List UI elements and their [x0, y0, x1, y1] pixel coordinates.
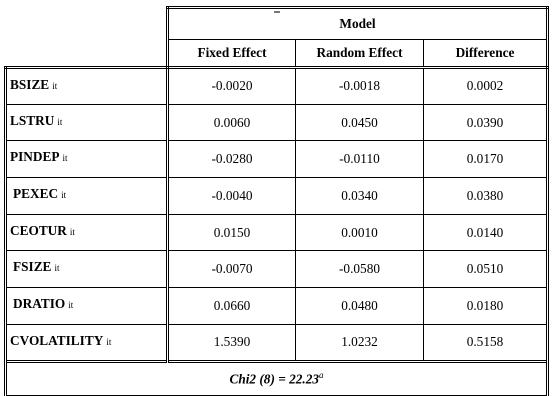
- row-label: [6, 251, 168, 288]
- hausman-test-table: [4, 6, 549, 396]
- fixed-effect-value: 0.0150: [168, 214, 296, 251]
- row-label: [6, 141, 168, 178]
- difference-value: 0.0002: [424, 68, 548, 105]
- table-row: [6, 178, 548, 215]
- fixed-effect-value: 0.0660: [168, 288, 296, 325]
- fixed-effect-value: -0.0040: [168, 178, 296, 215]
- fixed-effect-value: 0.0060: [168, 104, 296, 141]
- row-label: [6, 214, 168, 251]
- fixed-effect-value: -0.0070: [168, 251, 296, 288]
- column-header-difference: Difference: [424, 40, 548, 68]
- random-effect-value: -0.0580: [296, 251, 424, 288]
- difference-value: 0.0170: [424, 141, 548, 178]
- difference-value: 0.0510: [424, 251, 548, 288]
- row-label: [6, 68, 168, 105]
- variable-name: CVOLATILITY: [10, 332, 104, 348]
- random-effect-value: -0.0110: [296, 141, 424, 178]
- row-label: [6, 104, 168, 141]
- column-header-fixed-effect: Fixed Effect: [168, 40, 296, 68]
- variable-subscript: it: [57, 116, 63, 127]
- table-row: [6, 324, 548, 361]
- variable-subscript: it: [68, 300, 74, 311]
- chi-square-statistic: Chi2 (8) = 22.23: [229, 371, 320, 387]
- difference-value: 0.0380: [424, 178, 548, 215]
- variable-name: BSIZE: [10, 77, 50, 92]
- variable-subscript: it: [54, 263, 60, 274]
- footnote-marker: a: [319, 369, 324, 380]
- empty-corner-cell: [6, 8, 168, 40]
- model-group-header: Model: [168, 8, 548, 40]
- fixed-effect-value: -0.0280: [168, 141, 296, 178]
- table-row: [6, 288, 548, 325]
- fixed-effect-value: -0.0020: [168, 68, 296, 105]
- row-label: [6, 288, 168, 325]
- variable-subscript: it: [61, 190, 67, 201]
- random-effect-value: 0.0480: [296, 288, 424, 325]
- random-effect-value: 1.0232: [296, 324, 424, 361]
- variable-name: LSTRU: [10, 112, 55, 128]
- column-header-random-effect: Random Effect: [296, 40, 424, 68]
- difference-value: 0.0180: [424, 288, 548, 325]
- variable-name: PEXEC: [13, 186, 59, 202]
- variable-subscript: it: [52, 81, 58, 91]
- difference-value: 0.0390: [424, 104, 548, 141]
- variable-name: DRATIO: [13, 296, 66, 312]
- table-row: [6, 104, 548, 141]
- variable-subscript: it: [62, 153, 68, 164]
- fixed-effect-value: 1.5390: [168, 324, 296, 361]
- difference-value: 0.5158: [424, 324, 548, 361]
- difference-value: 0.0140: [424, 214, 548, 251]
- row-label: [6, 178, 168, 215]
- variable-name: FSIZE: [13, 259, 52, 275]
- random-effect-value: 0.0340: [296, 178, 424, 215]
- random-effect-value: -0.0018: [296, 68, 424, 105]
- table-row: [6, 141, 548, 178]
- table-row: [6, 68, 548, 105]
- random-effect-value: 0.0010: [296, 214, 424, 251]
- variable-name: CEOTUR: [10, 222, 67, 238]
- chi-square-footer: [6, 361, 548, 395]
- variable-subscript: it: [69, 226, 75, 237]
- random-effect-value: 0.0450: [296, 104, 424, 141]
- table-row: [6, 251, 548, 288]
- table-row: [6, 214, 548, 251]
- row-label: [6, 324, 168, 361]
- empty-corner-cell-2: [6, 40, 168, 68]
- variable-subscript: it: [106, 336, 112, 347]
- variable-name: PINDEP: [10, 149, 60, 165]
- top-page-mark: [0, 0, 553, 4]
